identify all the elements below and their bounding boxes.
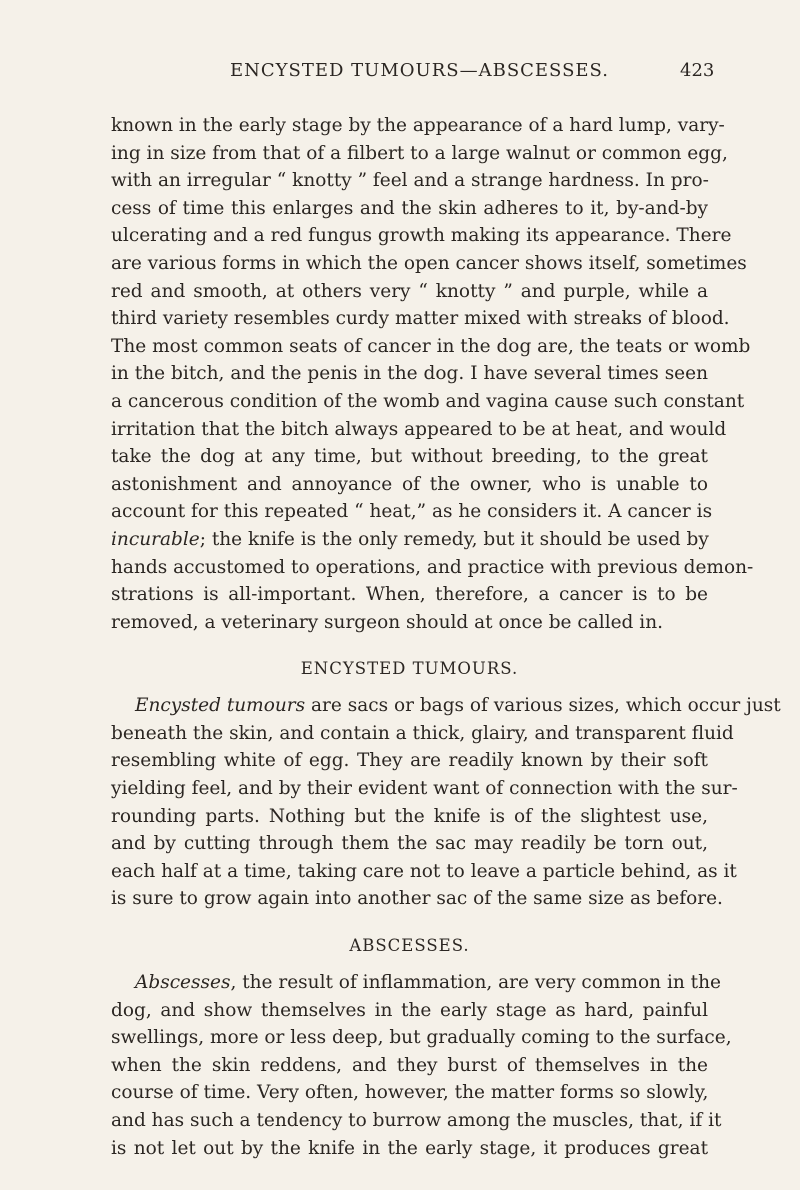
text-line: cess of time this enlarges and the skin adheres to it, by-and-by [111, 197, 708, 219]
text-line: rounding parts. Nothing but the knife is of the slightest use, [111, 805, 708, 827]
text-line: hands accustomed to operations, and practice with previous demon- [111, 556, 754, 578]
text-line: a cancerous condition of the womb and vagina cause such constant [111, 390, 745, 412]
text-line: account for this repeated “ heat,” as he considers it. A cancer is [111, 501, 713, 523]
text-line: when the skin reddens, and they burst of themselves in the [111, 1054, 708, 1076]
text-line: The most common seats of cancer in the dog are, the teats or womb [111, 335, 751, 357]
page-body [111, 112, 781, 1162]
text-line: yielding feel, and by their evident want of connection with the sur- [111, 778, 738, 800]
text-line-lead [111, 692, 781, 720]
line-continuation: are sacs or bags of various sizes, which occur just [305, 695, 781, 717]
text-line: irritation that the bitch always appeared to be at heat, and would [111, 418, 727, 440]
text-line-lead [111, 969, 721, 997]
text-line: course of time. Very often, however, the matter forms so slowly, [111, 1082, 709, 1104]
text-line: ulcerating and a red fungus growth making its appearance. There [111, 225, 732, 247]
paragraph-abscesses [111, 969, 732, 1162]
paragraph-cancer [111, 112, 754, 636]
text-line: and has such a tendency to burrow among the muscles, that, if it [111, 1110, 722, 1131]
text-line: third variety resembles curdy matter mixed with streaks of blood. [111, 308, 730, 330]
text-line: in the bitch, and the penis in the dog. I have several times seen [111, 363, 708, 385]
text-line-italic [111, 526, 708, 554]
running-header [0, 60, 800, 92]
text-line: is not let out by the knife in the early stage, it produces great [111, 1137, 708, 1159]
text-line: with an irregular “ knotty ” feel and a strange hardness. In pro- [111, 170, 709, 192]
page-number: 423 [680, 60, 715, 81]
italic-term: incurable [111, 528, 200, 550]
text-line: known in the early stage by the appearance of a hard lump, vary- [111, 115, 725, 136]
running-title: ENCYSTED TUMOURS—ABSCESSES. [230, 60, 609, 81]
paragraph-encysted [111, 692, 781, 913]
text-line: is sure to grow again into another sac of the same size as before. [111, 888, 723, 910]
line-continuation: ; the knife is the only remedy, but it should be used by [199, 528, 709, 550]
text-line: resembling white of egg. They are readily known by their soft [111, 750, 708, 772]
italic-lead: Encysted tumours [135, 695, 306, 717]
section-heading-abscesses: ABSCESSES. [349, 936, 470, 956]
line-continuation: , the result of inflammation, are very common in the [230, 972, 721, 994]
text-line: each half at a time, taking care not to leave a particle behind, as it [111, 860, 737, 882]
text-line: take the dog at any time, but without breeding, to the great [111, 446, 708, 468]
text-line: swellings, more or less deep, but gradually coming to the surface, [111, 1027, 732, 1049]
text-line: are various forms in which the open cancer shows itself, sometimes [111, 252, 747, 274]
text-line: and by cutting through them the sac may readily be torn out, [111, 833, 708, 855]
text-line: removed, a veterinary surgeon should at once be called in. [111, 611, 663, 633]
text-line: strations is all-important. When, therefore, a cancer is to be [111, 584, 708, 606]
text-line: ing in size from that of a filbert to a large walnut or common egg, [111, 142, 728, 164]
text-line: red and smooth, at others very “ knotty ” and purple, while a [111, 280, 708, 302]
italic-lead: Abscesses [135, 972, 231, 994]
text-line: astonishment and annoyance of the owner, who is unable to [111, 473, 708, 495]
text-line: dog, and show themselves in the early stage as hard, painful [111, 999, 708, 1021]
text-line: beneath the skin, and contain a thick, glairy, and transparent fluid [111, 722, 734, 744]
section-heading-encysted: ENCYSTED TUMOURS. [300, 659, 519, 679]
